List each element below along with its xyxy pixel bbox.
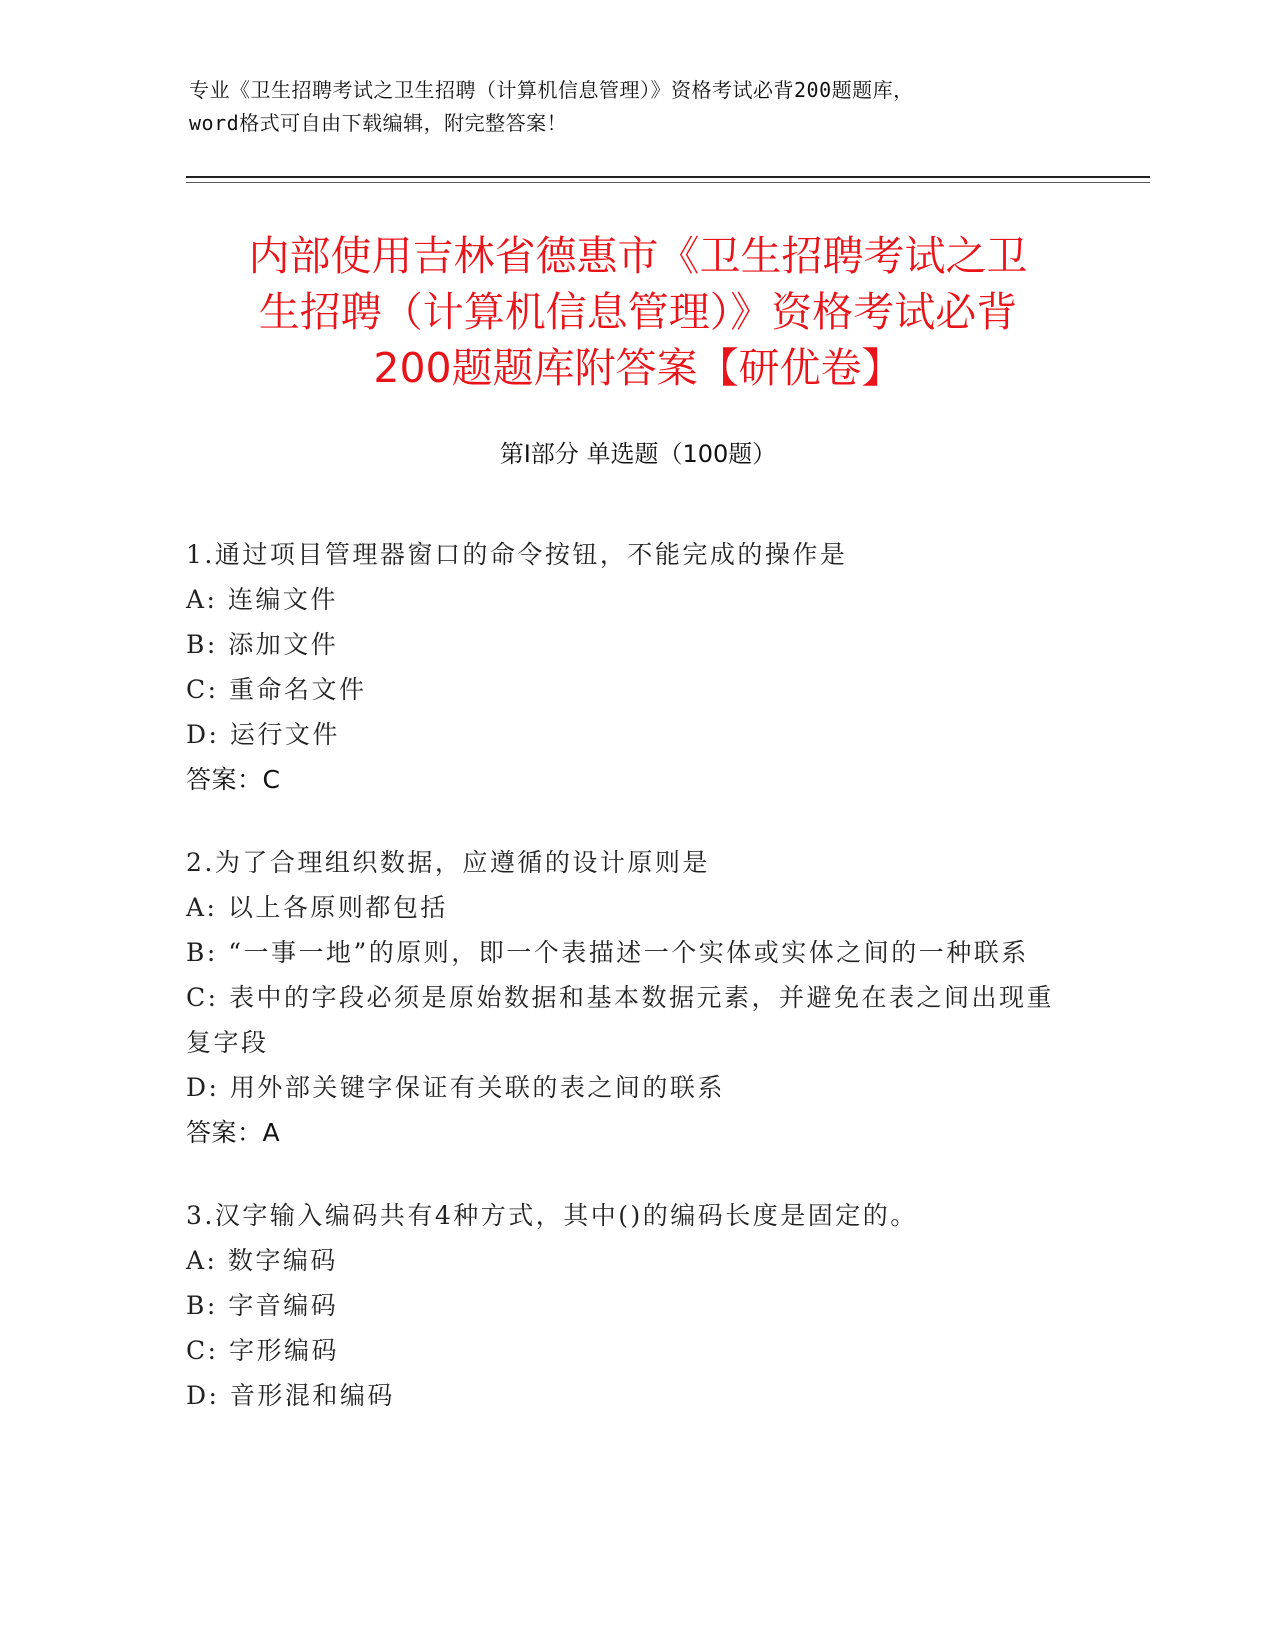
- header-divider-thin: [186, 182, 1150, 183]
- section-heading: 第Ⅰ部分 单选题（100题）: [499, 440, 777, 468]
- option-c: C: 重命名文件: [186, 675, 367, 704]
- question-2: [186, 840, 1066, 1155]
- header-divider-thick: [186, 176, 1150, 178]
- question-1: [186, 532, 1066, 802]
- option-c: C: 表中的字段必须是原始数据和基本数据元素，并避免在表之间出现重复字段: [186, 983, 1055, 1057]
- header-note: [189, 74, 1089, 140]
- option-b: B: 字音编码: [186, 1291, 339, 1320]
- header-note-line-2: word格式可自由下载编辑，附完整答案！: [189, 111, 568, 135]
- question-stem: 2.为了合理组织数据，应遵循的设计原则是: [186, 848, 710, 877]
- option-d: D: 用外部关键字保证有关联的表之间的联系: [186, 1073, 725, 1102]
- option-a: A: 数字编码: [186, 1246, 338, 1275]
- title-line-1: 内部使用吉林省德惠市《卫生招聘考试之卫: [248, 232, 1028, 280]
- option-a: A: 以上各原则都包括: [186, 893, 448, 922]
- option-d: D: 音形混和编码: [186, 1381, 395, 1410]
- option-d: D: 运行文件: [186, 720, 340, 749]
- title-line-3: 200题题库附答案【研优卷】: [373, 344, 903, 392]
- answer-line: 答案：C: [186, 765, 281, 794]
- option-c: C: 字形编码: [186, 1336, 339, 1365]
- option-b: B: 添加文件: [186, 630, 339, 659]
- document-title: [186, 228, 1090, 396]
- question-stem: 3.汉字输入编码共有4种方式，其中()的编码长度是固定的。: [186, 1201, 918, 1230]
- answer-line: 答案：A: [186, 1118, 281, 1147]
- title-line-2: 生招聘（计算机信息管理）》资格考试必背: [258, 288, 1018, 336]
- option-a: A: 连编文件: [186, 585, 338, 614]
- option-b: B: “一事一地”的原则，即一个表描述一个实体或实体之间的一种联系: [186, 938, 1029, 967]
- question-3: [186, 1193, 1066, 1418]
- header-note-line-1: 专业《卫生招聘考试之卫生招聘（计算机信息管理）》资格考试必背200题题库，: [189, 78, 914, 102]
- question-list: [186, 532, 1066, 1456]
- question-stem: 1.通过项目管理器窗口的命令按钮，不能完成的操作是: [186, 540, 848, 569]
